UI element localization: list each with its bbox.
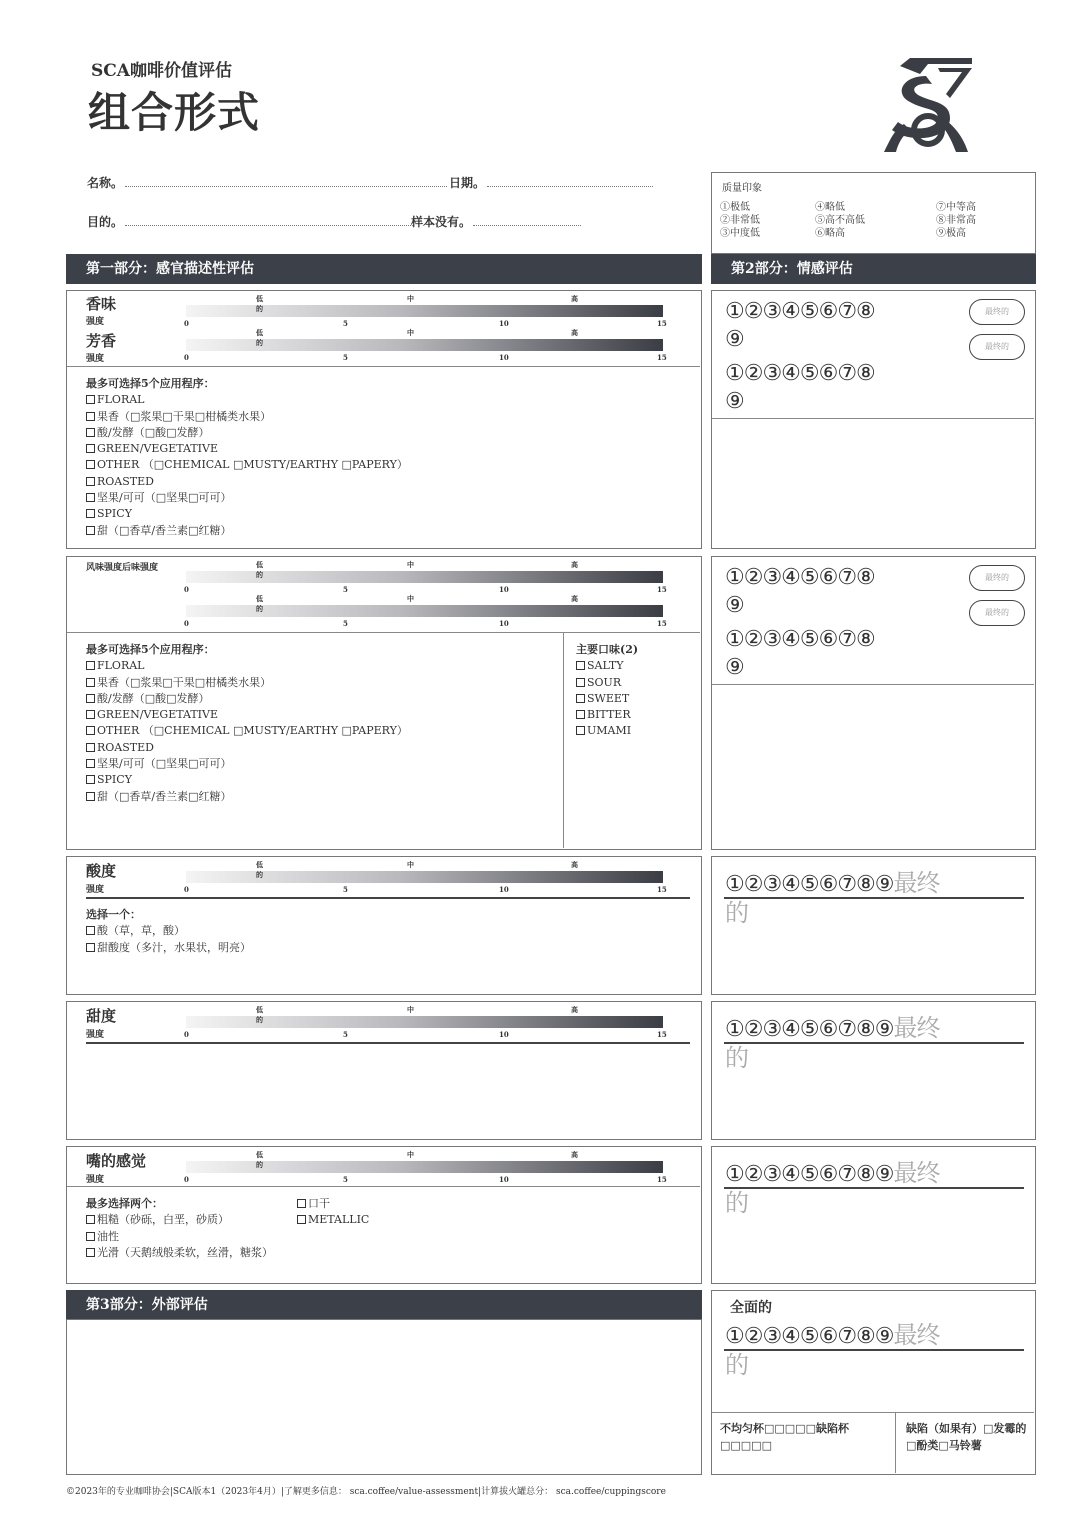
checkbox[interactable] bbox=[86, 412, 95, 421]
flavor-label: 风味强度后味强度 bbox=[86, 563, 159, 573]
extrinsic-assessment-area[interactable] bbox=[66, 1319, 702, 1475]
aroma-score-circles[interactable]: ①②③④⑤⑥⑦⑧ ⑨ bbox=[725, 361, 875, 414]
mouthfeel-options bbox=[86, 1196, 286, 1261]
part1-header: 第一部分：感官描述性评估 bbox=[66, 254, 702, 284]
aroma-final-score[interactable]: 最终的 bbox=[969, 334, 1025, 360]
mouthfeel-select-heading: 最多选择两个： bbox=[86, 1197, 163, 1210]
checkbox[interactable] bbox=[297, 1199, 306, 1208]
mouthfeel-option[interactable]: 口干 bbox=[297, 1196, 369, 1212]
flavor-descriptor-list bbox=[86, 642, 408, 805]
acidity-option[interactable]: 甜酸度（多汁，水果状，明亮） bbox=[86, 940, 251, 956]
fragrance-intensity-label: 强度 bbox=[86, 317, 105, 327]
non-uniform-defective-cups[interactable]: 不均匀杯□□□□□缺陷杯□□□□□ bbox=[720, 1422, 849, 1452]
overall-affective-box bbox=[711, 1290, 1036, 1475]
descriptor-heading: 最多可选择5个应用程序： bbox=[86, 643, 215, 656]
descriptor-option[interactable]: 酸/发酵（□酸□发酵） bbox=[86, 425, 408, 441]
overall-final-label: 最终 bbox=[893, 1321, 940, 1349]
descriptor-option[interactable]: SPICY bbox=[86, 772, 408, 788]
flavor-score-circles[interactable]: ①②③④⑤⑥⑦⑧ ⑨ bbox=[725, 565, 875, 618]
acidity-score-circles[interactable]: ①②③④⑤⑥⑦⑧⑨最终 的 bbox=[725, 869, 940, 927]
checkbox[interactable] bbox=[297, 1215, 306, 1224]
name-field[interactable] bbox=[125, 179, 447, 187]
fragrance-final-score[interactable]: 最终的 bbox=[969, 299, 1025, 325]
overall-label: 全面的 bbox=[730, 1300, 772, 1316]
mouthfeel-option[interactable]: 粗糙（砂砾，白垩，砂质） bbox=[86, 1212, 286, 1228]
mouthfeel-label: 嘴的感觉 bbox=[86, 1152, 147, 1170]
flavor-final-score[interactable]: 最终的 bbox=[969, 565, 1025, 591]
descriptor-option[interactable]: 甜（□香草/香兰素□红糖） bbox=[86, 789, 408, 805]
flavor-affective-box bbox=[711, 556, 1036, 850]
mouthfeel-options-right bbox=[297, 1196, 369, 1229]
checkbox[interactable] bbox=[86, 428, 95, 437]
quality-item: ⑦中等高 bbox=[936, 202, 976, 213]
sweetness-score-circles[interactable]: ①②③④⑤⑥⑦⑧⑨最终 的 bbox=[725, 1014, 940, 1072]
aftertaste-score-circles[interactable]: ①②③④⑤⑥⑦⑧ ⑨ bbox=[725, 627, 875, 680]
acidity-affective-box bbox=[711, 856, 1036, 995]
checkbox[interactable] bbox=[86, 678, 95, 687]
fragrance-aroma-section bbox=[66, 290, 702, 549]
taste-option[interactable]: SWEET bbox=[576, 691, 638, 707]
descriptor-option[interactable]: OTHER （□CHEMICAL □MUSTY/EARTHY □PAPERY） bbox=[86, 457, 408, 473]
sweetness-affective-box bbox=[711, 1001, 1036, 1140]
fragrance-descriptor-list bbox=[86, 376, 408, 539]
checkbox[interactable] bbox=[86, 926, 95, 935]
flavor-aftertaste-section bbox=[66, 556, 702, 850]
descriptor-option[interactable]: 酸/发酵（□酸□发酵） bbox=[86, 691, 408, 707]
form-subtitle: SCA咖啡价值评估 bbox=[91, 61, 232, 81]
checkbox[interactable] bbox=[86, 792, 95, 801]
quality-item: ①极低 bbox=[720, 202, 750, 213]
checkbox[interactable] bbox=[86, 943, 95, 952]
descriptor-option[interactable]: 甜（□香草/香兰素□红糖） bbox=[86, 523, 408, 539]
form-title: 组合形式 bbox=[88, 88, 261, 137]
aroma-intensity-label: 强度 bbox=[86, 354, 105, 364]
checkbox[interactable] bbox=[86, 444, 95, 453]
descriptor-option[interactable]: OTHER （□CHEMICAL □MUSTY/EARTHY □PAPERY） bbox=[86, 723, 408, 739]
checkbox[interactable] bbox=[576, 710, 585, 719]
quality-item: ④略低 bbox=[815, 202, 845, 213]
footer-text: ©2023年的专业咖啡协会|SCA版本1（2023年4月）|了解更多信息： sca.coffee/value-assessment|计算拔火罐总分： sca.coffee/cuppingscore bbox=[66, 1487, 666, 1497]
mouthfeel-score-circles[interactable]: ①②③④⑤⑥⑦⑧⑨最终 的 bbox=[725, 1159, 940, 1217]
quality-item: ②非常低 bbox=[720, 215, 760, 226]
part2-header: 第2部分：情感评估 bbox=[711, 254, 1036, 284]
checkbox[interactable] bbox=[86, 477, 95, 486]
checkbox[interactable] bbox=[86, 743, 95, 752]
sweetness-final-label: 最终 bbox=[893, 1014, 940, 1042]
checkbox[interactable] bbox=[86, 710, 95, 719]
quality-legend bbox=[711, 172, 1036, 254]
mouthfeel-affective-box bbox=[711, 1146, 1036, 1284]
checkbox[interactable] bbox=[86, 526, 95, 535]
descriptor-option[interactable]: 坚果/可可（□坚果□可可） bbox=[86, 756, 408, 772]
acidity-option[interactable]: 酸（草，草，酸） bbox=[86, 923, 251, 939]
checkbox[interactable] bbox=[86, 460, 95, 469]
quality-item: ⑧非常高 bbox=[936, 215, 976, 226]
taste-option[interactable]: BITTER bbox=[576, 707, 638, 723]
aftertaste-final-score[interactable]: 最终的 bbox=[969, 600, 1025, 626]
mouthfeel-intensity-label: 强度 bbox=[86, 1175, 105, 1185]
checkbox[interactable] bbox=[86, 1248, 95, 1257]
sample-label: 样本没有。 bbox=[411, 215, 472, 229]
descriptor-option[interactable]: GREEN/VEGETATIVE bbox=[86, 441, 408, 457]
descriptor-option[interactable]: 果香（□浆果□干果□柑橘类水果） bbox=[86, 409, 408, 425]
sca-logo bbox=[880, 58, 972, 152]
checkbox[interactable] bbox=[86, 726, 95, 735]
descriptor-heading: 最多可选择5个应用程序： bbox=[86, 377, 215, 390]
taste-option[interactable]: SOUR bbox=[576, 675, 638, 691]
aroma-label: 芳香 bbox=[86, 332, 117, 350]
fragrance-affective-box bbox=[711, 290, 1036, 549]
sample-field[interactable] bbox=[473, 218, 581, 226]
checkbox[interactable] bbox=[576, 726, 585, 735]
purpose-field[interactable] bbox=[125, 218, 413, 226]
mouthfeel-option[interactable]: METALLIC bbox=[297, 1212, 369, 1228]
descriptor-option[interactable]: FLORAL bbox=[86, 658, 408, 674]
main-tastes-list bbox=[576, 642, 638, 740]
fragrance-score-circles[interactable]: ①②③④⑤⑥⑦⑧ ⑨ bbox=[725, 299, 875, 352]
acidity-select-heading: 选择一个： bbox=[86, 908, 141, 921]
taste-option[interactable]: UMAMI bbox=[576, 723, 638, 739]
quality-item: ③中度低 bbox=[720, 228, 760, 239]
taste-option[interactable]: SALTY bbox=[576, 658, 638, 674]
purpose-label: 目的。 bbox=[87, 215, 124, 229]
defects-options[interactable]: 缺陷（如果有）□发霉的□酚类□马铃薯 bbox=[906, 1422, 1027, 1452]
checkbox[interactable] bbox=[576, 694, 585, 703]
descriptor-option[interactable]: SPICY bbox=[86, 506, 408, 522]
name-label: 名称。 bbox=[87, 176, 124, 190]
checkbox[interactable] bbox=[576, 661, 585, 670]
checkbox[interactable] bbox=[86, 493, 95, 502]
acidity-options bbox=[86, 907, 251, 956]
part3-header: 第3部分：外部评估 bbox=[66, 1290, 702, 1320]
fragrance-label: 香味 bbox=[86, 295, 117, 313]
sweetness-intensity-label: 强度 bbox=[86, 1030, 105, 1040]
descriptor-option[interactable]: ROASTED bbox=[86, 740, 408, 756]
checkbox[interactable] bbox=[86, 775, 95, 784]
sweetness-label: 甜度 bbox=[86, 1007, 117, 1025]
overall-score-circles[interactable]: ①②③④⑤⑥⑦⑧⑨最终 的 bbox=[725, 1321, 940, 1379]
acidity-intensity-label: 强度 bbox=[86, 885, 105, 895]
descriptor-option[interactable]: 果香（□浆果□干果□柑橘类水果） bbox=[86, 675, 408, 691]
descriptor-option[interactable]: ROASTED bbox=[86, 474, 408, 490]
acidity-final-label: 最终 bbox=[893, 869, 940, 897]
date-label: 日期。 bbox=[449, 176, 486, 190]
checkbox[interactable] bbox=[86, 1215, 95, 1224]
date-field[interactable] bbox=[487, 179, 653, 187]
main-tastes-heading: 主要口味(2) bbox=[576, 643, 639, 656]
mouthfeel-option[interactable]: 光滑（天鹅绒般柔软，丝滑，糖浆） bbox=[86, 1245, 286, 1261]
checkbox[interactable] bbox=[86, 661, 95, 670]
descriptor-option[interactable]: GREEN/VEGETATIVE bbox=[86, 707, 408, 723]
checkbox[interactable] bbox=[576, 678, 585, 687]
checkbox[interactable] bbox=[86, 395, 95, 404]
mouthfeel-option[interactable]: 油性 bbox=[86, 1229, 286, 1245]
quality-item: ⑥略高 bbox=[815, 228, 845, 239]
acidity-label: 酸度 bbox=[86, 862, 117, 880]
checkbox[interactable] bbox=[86, 1232, 95, 1241]
quality-title: 质量印象 bbox=[722, 183, 762, 194]
checkbox[interactable] bbox=[86, 694, 95, 703]
descriptor-option[interactable]: FLORAL bbox=[86, 392, 408, 408]
checkbox[interactable] bbox=[86, 509, 95, 518]
quality-item: ⑨极高 bbox=[936, 228, 966, 239]
mouthfeel-final-label: 最终 bbox=[893, 1159, 940, 1187]
quality-item: ⑤高不高低 bbox=[815, 215, 865, 226]
descriptor-option[interactable]: 坚果/可可（□坚果□可可） bbox=[86, 490, 408, 506]
checkbox[interactable] bbox=[86, 759, 95, 768]
